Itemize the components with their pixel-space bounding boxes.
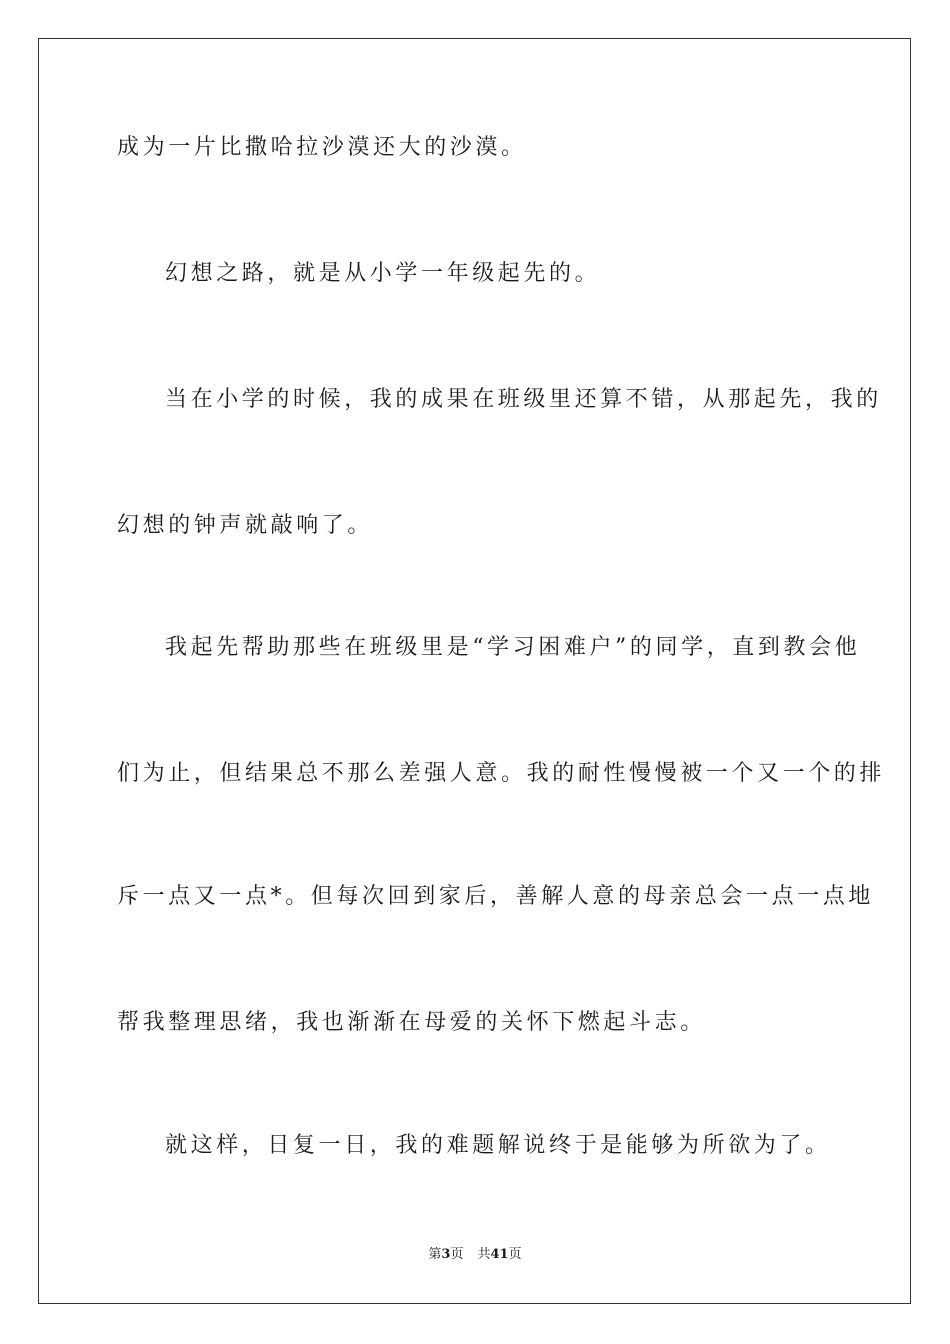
page-footer (0, 1246, 950, 1264)
text-line: 斥一点又一点*。但每次回到家后，善解人意的母亲总会一点一点地 (117, 884, 875, 909)
total-prefix: 共 (477, 1247, 491, 1262)
page-border (38, 38, 911, 1304)
text-line: 成为一片比撒哈拉沙漠还大的沙漠。 (117, 135, 527, 160)
total-pages: 41 (490, 1247, 509, 1262)
paragraph-line: 当在小学的时候，我的成果在班级里还算不错，从那起先，我的 (165, 387, 882, 412)
text-line: 们为止，但结果总不那么差强人意。我的耐性慢慢被一个又一个的排 (117, 761, 886, 786)
page-prefix: 第 (428, 1247, 442, 1262)
text-line: 幻想的钟声就敲响了。 (117, 513, 374, 538)
page-number: 3 (441, 1247, 451, 1262)
paragraph-line: 我起先帮助那些在班级里是“学习困难户”的同学，直到教会他 (165, 635, 861, 660)
paragraph-line: 就这样，日复一日，我的难题解说终于是能够为所欲为了。 (165, 1133, 831, 1158)
page-suffix: 页 (450, 1247, 464, 1262)
total-suffix: 页 (508, 1247, 522, 1262)
text-line: 帮我整理思绪，我也渐渐在母爱的关怀下燃起斗志。 (117, 1010, 706, 1035)
paragraph-line: 幻想之路，就是从小学一年级起先的。 (165, 261, 601, 286)
